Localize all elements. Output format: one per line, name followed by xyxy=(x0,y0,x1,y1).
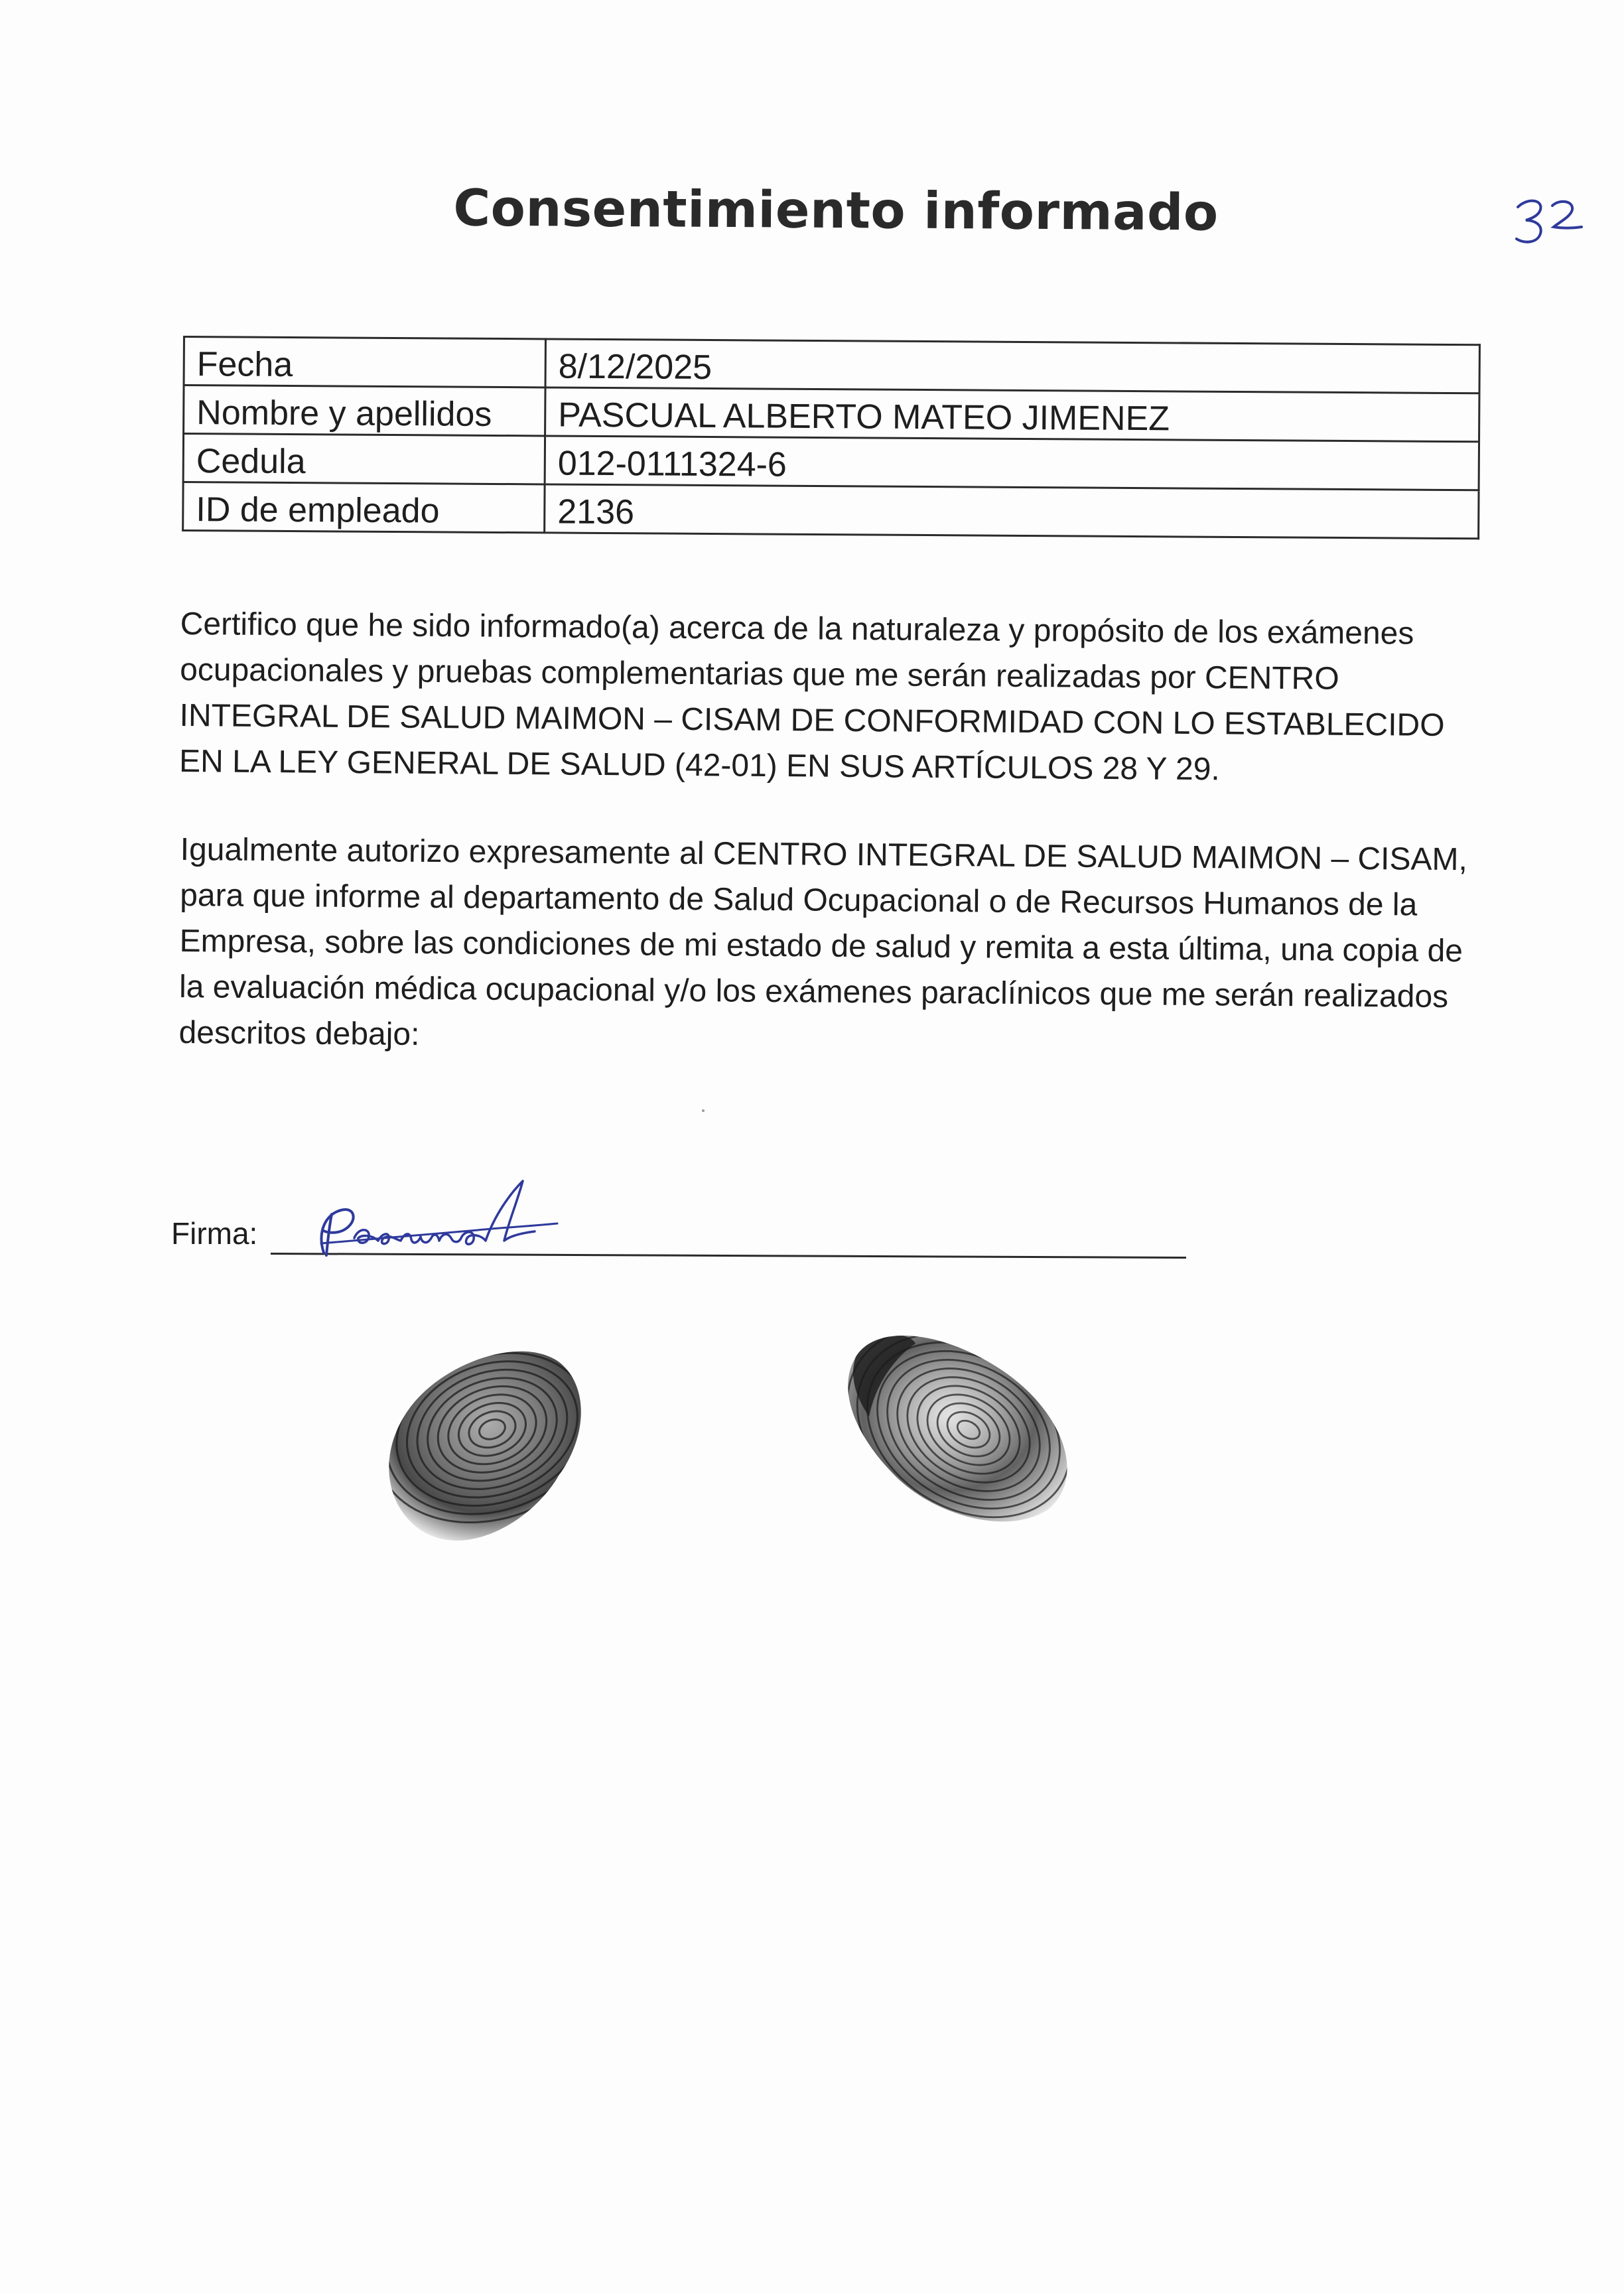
signature-label: Firma: xyxy=(171,1216,258,1251)
handwritten-signature xyxy=(312,1174,577,1267)
certification-text: Certifico que he sido informado(a) acerca de la naturaleza y propósito de los exámenes ocupacionales y pruebas complementarias que me serán realizadas por CENTRO INTEGRAL DE SALUD MAIMON – CISAM DE CONFORMIDAD CON LO ESTABLECIDO EN LA LEY GENERAL DE SALUD (42-01) EN SUS ARTÍCULOS 28 Y 29. xyxy=(178,606,1445,788)
date-value: 8/12/2025 xyxy=(545,339,1479,393)
full-name-value: PASCUAL ALBERTO MATEO JIMENEZ xyxy=(545,387,1479,442)
id-card-label: Cedula xyxy=(183,434,545,484)
right-fingerprint-icon xyxy=(836,1317,1088,1536)
authorization-paragraph xyxy=(178,827,1481,1066)
handwritten-page-number xyxy=(1514,192,1587,259)
document-title: Consentimiento informado xyxy=(453,178,1219,242)
left-fingerprint-icon xyxy=(372,1340,597,1553)
certification-paragraph xyxy=(179,601,1481,794)
table-row xyxy=(184,337,1479,393)
id-card-value: 012-0111324-6 xyxy=(545,436,1479,490)
table-row xyxy=(184,385,1479,442)
employee-id-label: ID de empleado xyxy=(183,482,545,533)
date-label: Fecha xyxy=(184,337,545,387)
employee-id-value: 2136 xyxy=(545,484,1479,539)
scan-speck xyxy=(702,1109,705,1112)
full-name-label: Nombre y apellidos xyxy=(184,385,545,436)
table-row xyxy=(183,434,1479,490)
authorization-text: Igualmente autorizo expresamente al CENTRO INTEGRAL DE SALUD MAIMON – CISAM, para que informe al departamento de Salud Ocupacional o de Recursos Humanos de la Empresa, sobre las condiciones de mi estado de salud y remita a esta última, una copia de la evaluación médica ocupacional y/o los exámenes paraclínicos que me serán realizados descritos debajo: xyxy=(178,831,1468,1052)
employee-info-table xyxy=(182,336,1481,539)
table-row xyxy=(183,482,1479,539)
